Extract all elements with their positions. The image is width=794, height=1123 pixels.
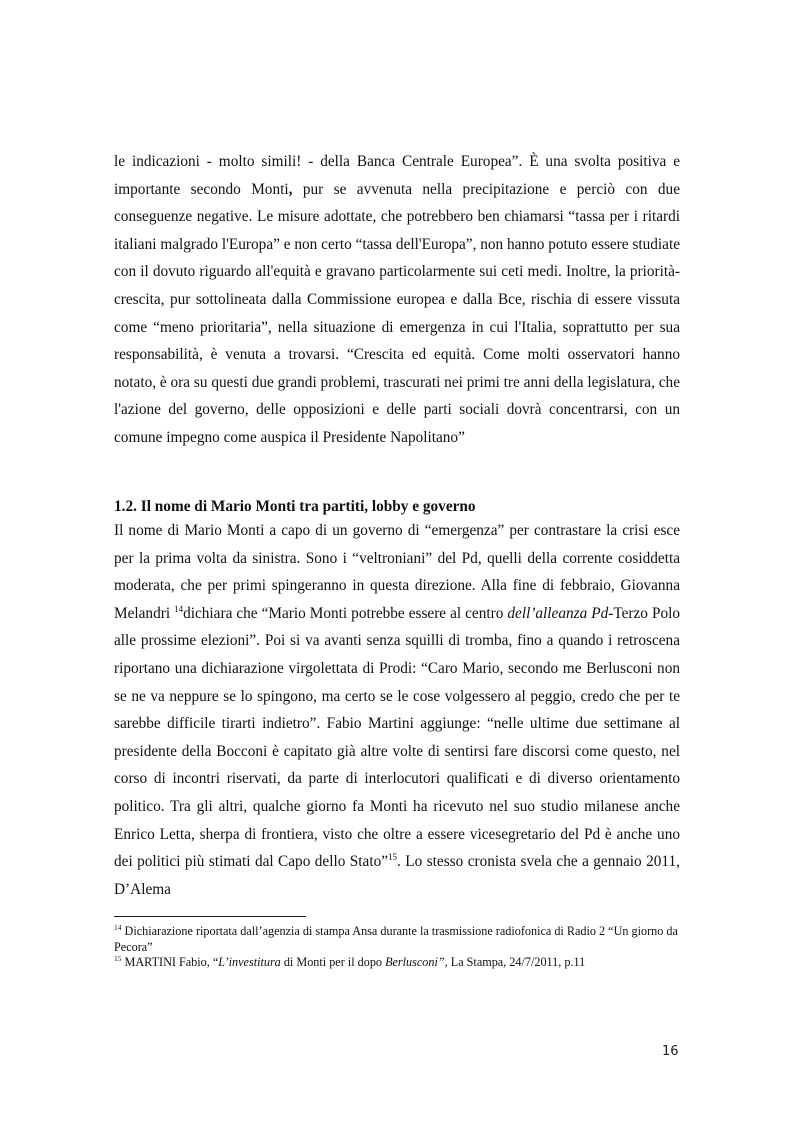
footnote-14-number: 14	[114, 922, 122, 932]
paragraph-1-bold-comma: ,	[288, 180, 293, 198]
page-number: 16	[662, 1044, 679, 1059]
footnote-ref-15[interactable]: 15	[388, 852, 398, 863]
footnote-14-text: Dichiarazione riportata dall’agenzia di stampa Ansa durante la trasmissione radiofonica di Radio 2 “Un giorno da Pecora”	[114, 924, 678, 954]
footnote-14	[114, 924, 680, 955]
footnote-15-number: 15	[114, 953, 122, 963]
section-heading: 1.2. Il nome di Mario Monti tra partiti, lobby e governo	[114, 498, 476, 515]
body-paragraph-1	[114, 148, 680, 452]
body-paragraph-2	[114, 517, 680, 903]
footnote-15-italic-2: Berlusconi”	[385, 955, 445, 969]
footnote-15	[114, 955, 680, 971]
paragraph-2-text-b: dichiara che “Mario Monti potrebbe essere al centro	[183, 604, 508, 622]
paragraph-2-text-a: Il nome di Mario Monti a capo di un governo di “emergenza” per contrastare la crisi esce per la prima volta da sinistra. Sono i “veltroniani” del Pd, quelli della corrente cosiddetta moderata, che per primi spingeranno in questa direzione. Alla fine di febbraio, Giovanna Melandri	[114, 522, 680, 622]
footnote-15-text-b: di Monti per il dopo	[280, 955, 386, 969]
paragraph-1-text-a: le indicazioni - molto simili! - della Banca Centrale Europea”. È una svolta positiva e importante secondo Monti	[114, 153, 680, 198]
paragraph-1-text-b: pur se avvenuta nella precipitazione e perciò con due conseguenze negative. Le misure adottate, che potrebbero ben chiamarsi “tassa per i ritardi italiani malgrado l'Europa” e non certo “tassa dell'Europa”, non hanno potuto essere studiate con il dovuto riguardo all'equità e gravano particolarmente sui ceti medi. Inoltre, la priorità-crescita, pur sottolineata dalla Commissione europea e dalla Bce, rischia di essere vissuta come “meno prioritaria”, nella situazione di emergenza in cui l'Italia, soprattutto per sua responsabilità, è venuta a trovarsi. “Crescita ed equità. Come molti osservatori hanno notato, è ora su questi due grandi problemi, trascurati nei primi tre anni della legislatura, che l'azione del governo, delle opposizioni e delle parti sociali dovrà concentrarsi, con un comune impegno come auspica il Presidente Napolitano”	[114, 180, 680, 446]
paragraph-2-text-c: -Terzo Polo alle prossime elezioni”. Poi si va avanti senza squilli di tromba, fino a quando i retroscena riportano una dichiarazione virgolettata di Prodi: “Caro Mario, secondo me Berlusconi non se ne va neppure se lo spingono, ma certo se le cose volgessero al peggio, credo che per te sarebbe difficile tirarti indietro”. Fabio Martini aggiunge: “nelle ultime due settimane al presidente della Bocconi è capitato già altre volte di sentirsi fare discorsi come questo, nel corso di incontri riservati, da parte di interlocutori qualificati e di diverso orientamento politico. Tra gli altri, qualche giorno fa Monti ha ricevuto nel suo studio milanese anche Enrico Letta, sherpa di frontiera, visto che oltre a essere vicesegretario del Pd è anche uno dei politici più stimati dal Capo dello Stato”	[114, 604, 681, 871]
paragraph-2-text-d: . Lo stesso cronista svela che a gennaio 2011, D’Alema	[114, 853, 680, 898]
footnotes	[114, 924, 680, 971]
footnote-15-text-c: , La Stampa, 24/7/2011, p.11	[444, 955, 586, 969]
paragraph-2-italic-phrase: dell’alleanza Pd	[507, 604, 609, 622]
footnote-separator	[114, 916, 306, 917]
footnote-ref-14[interactable]: 14	[174, 603, 184, 614]
footnote-15-italic-1: L’investitura	[218, 955, 281, 969]
footnote-15-text-a: MARTINI Fabio, “	[121, 955, 219, 969]
